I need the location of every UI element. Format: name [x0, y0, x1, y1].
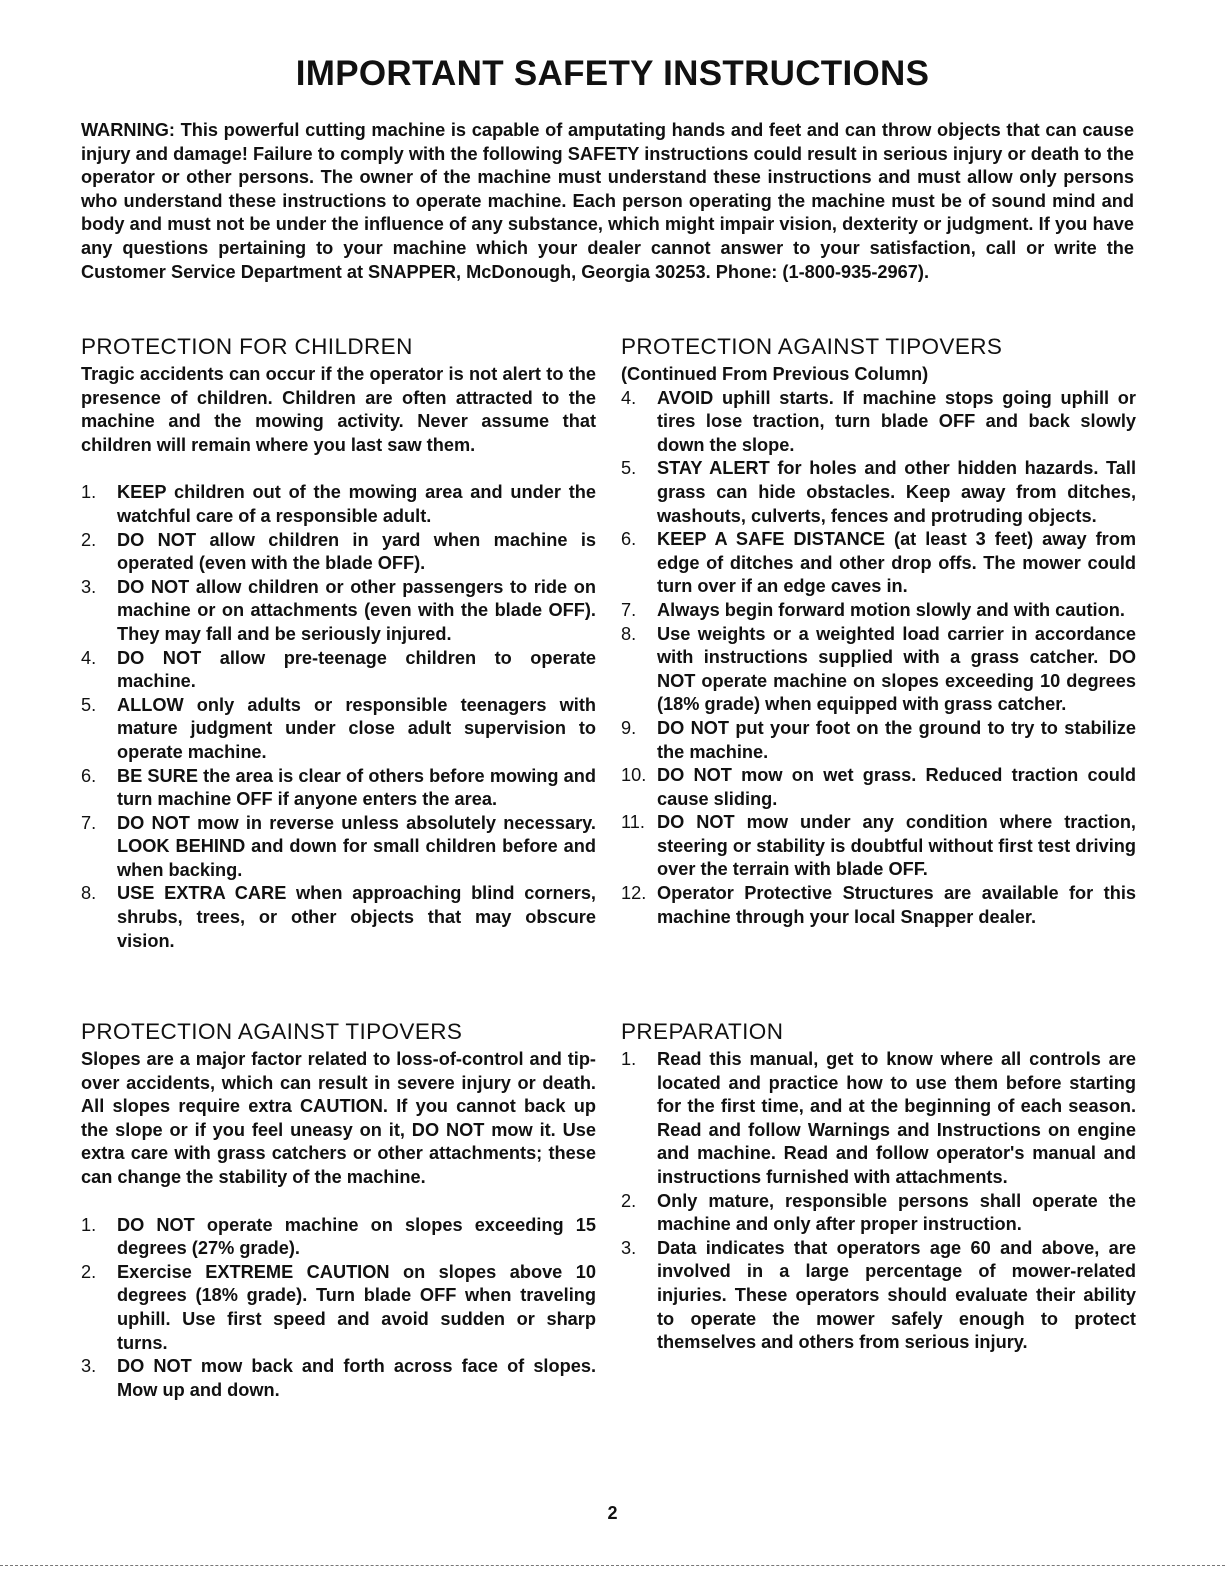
list-item	[621, 1048, 1136, 1190]
item-text: ALLOW only adults or responsible teenagers with mature judgment under close adult supervision to operate machine.	[117, 694, 596, 762]
section-heading: PROTECTION FOR CHILDREN	[81, 334, 413, 359]
item-text: DO NOT mow in reverse unless absolutely necessary. LOOK BEHIND and down for small children before and when backing.	[117, 812, 596, 880]
list-item	[621, 387, 1136, 458]
item-number: 4.	[621, 387, 637, 408]
item-text: Always begin forward motion slowly and with caution.	[657, 599, 1125, 620]
list-item	[621, 528, 1136, 599]
item-text: Only mature, responsible persons shall operate the machine and only after proper instruction.	[657, 1190, 1136, 1235]
list-item	[621, 1190, 1136, 1237]
section-protection-for-children	[81, 333, 596, 953]
list-item	[81, 1214, 596, 1261]
list-item	[81, 529, 596, 576]
item-text: DO NOT mow back and forth across face of slopes. Mow up and down.	[117, 1356, 596, 1400]
tipovers-continued-list	[621, 387, 1136, 930]
tipovers-list	[81, 1214, 596, 1403]
item-text: Use weights or a weighted load carrier in accordance with instructions supplied with a grass catcher. DO NOT operate machine on slopes exceeding 10 degrees (18% grade) when equipped with grass catcher.	[657, 623, 1136, 715]
item-text: DO NOT mow under any condition where traction, steering or stability is doubtful without first test driving over the terrain with blade OFF.	[657, 812, 1136, 880]
list-item	[621, 457, 1136, 528]
item-number: 3.	[81, 576, 97, 597]
list-item	[621, 1237, 1136, 1355]
section-tipovers-continued	[621, 333, 1136, 929]
item-text: AVOID uphill starts. If machine stops going uphill or tires lose traction, turn blade OFF and back slowly down the slope.	[657, 387, 1136, 455]
list-item	[621, 882, 1136, 929]
item-number: 4.	[81, 647, 97, 668]
list-item	[81, 576, 596, 647]
item-text: Exercise EXTREME CAUTION on slopes above 10 degrees (18% grade). Turn blade OFF when traveling uphill. Use first speed and avoid sudden or sharp turns.	[117, 1261, 596, 1353]
list-item	[81, 647, 596, 694]
item-text: DO NOT put your foot on the ground to try to stabilize the machine.	[657, 717, 1136, 762]
section-heading: PROTECTION AGAINST TIPOVERS	[621, 334, 1003, 359]
item-text: KEEP children out of the mowing area and under the watchful care of a responsible adult.	[117, 482, 596, 526]
item-number: 2.	[81, 1261, 97, 1282]
list-item	[81, 1355, 596, 1402]
item-text: STAY ALERT for holes and other hidden hazards. Tall grass can hide obstacles. Keep away from ditches, washouts, culverts, fences and protruding objects.	[657, 458, 1136, 526]
item-number: 7.	[621, 599, 637, 620]
children-list	[81, 481, 596, 953]
list-item	[621, 623, 1136, 717]
item-text: BE SURE the area is clear of others before mowing and turn machine OFF if anyone enters the area.	[117, 765, 596, 810]
preparation-list	[621, 1048, 1136, 1355]
list-item	[621, 599, 1136, 623]
item-number: 3.	[81, 1356, 97, 1377]
item-number: 8.	[81, 883, 97, 904]
item-text: DO NOT operate machine on slopes exceeding 15 degrees (27% grade).	[117, 1214, 596, 1259]
item-text: KEEP A SAFE DISTANCE (at least 3 feet) away from edge of ditches and other drop offs. The mower could turn over if an edge caves in.	[657, 529, 1136, 597]
item-number: 2.	[621, 1190, 637, 1211]
item-number: 5.	[621, 458, 637, 479]
list-item	[621, 717, 1136, 764]
item-number: 1.	[81, 1214, 97, 1235]
continued-note: (Continued From Previous Column)	[621, 364, 929, 384]
item-number: 8.	[621, 623, 637, 644]
page-bottom-divider	[0, 1565, 1225, 1566]
item-text: DO NOT allow pre-teenage children to operate machine.	[117, 647, 596, 692]
list-item	[81, 882, 596, 953]
section-protection-against-tipovers	[81, 1018, 596, 1402]
list-item	[81, 1261, 596, 1355]
list-item	[81, 765, 596, 812]
item-text: DO NOT allow children or other passengers to ride on machine or on attachments (even with the blade OFF). They may fall and be seriously injured.	[117, 576, 596, 644]
item-number: 6.	[621, 529, 637, 550]
item-number: 1.	[81, 482, 97, 503]
item-number: 10.	[621, 765, 647, 786]
section-heading: PROTECTION AGAINST TIPOVERS	[81, 1019, 463, 1044]
item-number: 3.	[621, 1237, 637, 1258]
item-number: 5.	[81, 694, 97, 715]
page-title: IMPORTANT SAFETY INSTRUCTIONS	[295, 54, 930, 93]
item-number: 6.	[81, 765, 97, 786]
section-intro: Slopes are a major factor related to loss-of-control and tip-over accidents, which can result in severe injury or death. All slopes require extra CAUTION. If you cannot back up the slope or if you feel uneasy on it, DO NOT mow it. Use extra care with grass catchers or other attachments; these can change the stability of the machine.	[81, 1049, 596, 1187]
item-number: 11.	[621, 812, 645, 833]
item-text: Operator Protective Structures are available for this machine through your local Snapper dealer.	[657, 883, 1136, 927]
warning-paragraph: WARNING: This powerful cutting machine is capable of amputating hands and feet and can throw objects that can cause injury and damage! Failure to comply with the following SAFETY instructions could result in serious injury or death to the operator or other persons. The owner of the machine must understand these instructions and must allow only persons who understand these instructions to operate machine. Each person operating the machine must be of sound mind and body and must not be under the influence of any substance, which might impair vision, dexterity or judgment. If you have any questions pertaining to your machine which your dealer cannot answer to your satisfaction, call or write the Customer Service Department at SNAPPER, McDonough, Georgia 30253. Phone: (1-800-935-2967).	[81, 120, 1134, 282]
item-number: 2.	[81, 529, 97, 550]
item-text: DO NOT mow on wet grass. Reduced traction could cause sliding.	[657, 765, 1136, 809]
list-item	[81, 812, 596, 883]
list-item	[621, 764, 1136, 811]
section-preparation	[621, 1018, 1136, 1355]
item-text: Read this manual, get to know where all controls are located and practice how to use them before starting for the first time, and at the beginning of each season. Read and follow Warnings and Instructions on engine and machine. Read and follow operator's manual and instructions furnished with attachments.	[657, 1049, 1136, 1187]
item-text: USE EXTRA CARE when approaching blind corners, shrubs, trees, or other objects that may obscure vision.	[117, 883, 596, 951]
section-intro: Tragic accidents can occur if the operator is not alert to the presence of children. Children are often attracted to the machine and the mowing activity. Never assume that children will remain where you last saw them.	[81, 364, 596, 455]
list-item	[81, 694, 596, 765]
item-number: 12.	[621, 883, 647, 904]
item-number: 9.	[621, 717, 637, 738]
item-number: 1.	[621, 1049, 637, 1069]
list-item	[621, 811, 1136, 882]
item-text: DO NOT allow children in yard when machine is operated (even with the blade OFF).	[117, 529, 596, 574]
item-text: Data indicates that operators age 60 and above, are involved in a large percentage of mower-related injuries. These operators should evaluate their ability to operate the mower safely enough to protect themselves and others from serious injury.	[657, 1237, 1136, 1353]
list-item	[81, 481, 596, 528]
section-heading: PREPARATION	[621, 1019, 784, 1044]
item-number: 7.	[81, 812, 97, 833]
page-number: 2	[607, 1503, 618, 1523]
